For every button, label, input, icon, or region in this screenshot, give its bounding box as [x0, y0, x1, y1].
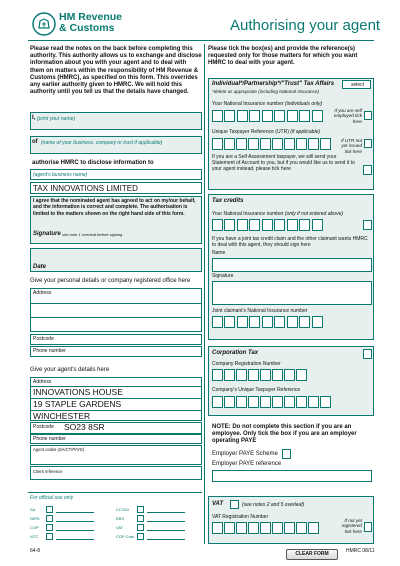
agent-postcode-field[interactable] [30, 422, 202, 434]
official-date-line [147, 521, 185, 522]
official-code: VAT [116, 525, 124, 530]
official-checkbox[interactable] [46, 506, 53, 513]
ct-utr-cell[interactable] [320, 396, 331, 408]
logo-line2: & Customs [59, 22, 115, 34]
ni-cell[interactable] [287, 110, 298, 122]
tc-ni-cell[interactable] [262, 219, 273, 231]
ct-utr-cell[interactable] [308, 396, 319, 408]
ct-crn-cell[interactable] [212, 369, 223, 381]
official-checkbox[interactable] [137, 524, 144, 531]
paye-note: NOTE: Do not complete this section if you are an employee. Only tick the box if you are an employer operating PAYE [212, 424, 357, 444]
agent-address-line-1: INNOVATIONS HOUSE [33, 387, 123, 397]
official-code: COP Cnts [116, 534, 134, 539]
logo-line1: HM Revenue [59, 11, 123, 23]
utr-cell[interactable] [224, 138, 235, 150]
official-date-line [147, 539, 185, 540]
vat-reg-cell[interactable] [236, 522, 247, 534]
ni-cell[interactable] [249, 110, 260, 122]
official-use-grid [30, 506, 202, 542]
ni-number-cells[interactable] [212, 110, 332, 122]
itsa-heading: Individual*/Partnership*/"Trust" Tax Affairs [212, 81, 335, 87]
official-code: SA [30, 507, 36, 512]
tc-ni-cell[interactable] [212, 219, 223, 231]
official-checkbox[interactable] [46, 533, 53, 540]
agent-postcode-label: Postcode [33, 424, 54, 430]
utr-issued-checkbox[interactable] [364, 139, 372, 148]
utr-cell[interactable] [236, 138, 247, 150]
tc-name-label: Name [212, 250, 226, 256]
i-hint: (print your name) [37, 116, 76, 122]
vat-select-checkbox[interactable] [230, 500, 239, 509]
paye-ref-field[interactable] [212, 470, 372, 482]
phone-label: Phone number [33, 348, 66, 354]
agent-address-label: Address [33, 379, 52, 385]
crest-icon [32, 12, 56, 36]
tc-ni-label [212, 211, 343, 217]
column-divider [204, 44, 205, 544]
ct-select-checkbox[interactable] [363, 349, 372, 359]
personal-heading: Give your personal details or company registered office here [30, 278, 191, 284]
ni-label-text: Your National Insurance number [212, 101, 284, 107]
tc-ni-cell[interactable] [287, 219, 298, 231]
utr-label [212, 129, 320, 135]
official-heading: For official use only [30, 495, 74, 501]
ni-cell[interactable] [299, 110, 310, 122]
tc-ni-cell[interactable] [237, 219, 248, 231]
tc-ni-cell[interactable] [312, 219, 323, 231]
footer-code: HMRC 08/11 [346, 548, 375, 554]
vat-not-reg-checkbox[interactable] [364, 522, 372, 532]
ct-utr-cell[interactable] [296, 396, 307, 408]
tc-joint-ni-cell[interactable] [274, 316, 285, 328]
authorise-text: authorise HMRC to disclose information to [32, 160, 154, 166]
tc-joint-ni-cell[interactable] [312, 316, 323, 328]
address-line [30, 303, 202, 304]
utr-cell[interactable] [284, 138, 295, 150]
vat-reg-cell[interactable] [224, 522, 235, 534]
official-checkbox[interactable] [46, 515, 53, 522]
select-label: select [351, 82, 365, 88]
official-checkbox[interactable] [137, 533, 144, 540]
tc-joint-ni-cell[interactable] [249, 316, 260, 328]
tc-ni-cell[interactable] [224, 219, 235, 231]
utr-hint: (if applicable) [290, 129, 321, 135]
tc-ni-label-text: Your National Insurance number [212, 211, 284, 217]
postcode-label: Postcode [33, 336, 54, 342]
paye-scheme-checkbox[interactable] [282, 449, 291, 459]
agent-phone-label: Phone number [33, 436, 66, 442]
itsa-sub: *delete as appropriate (including National Insurance) [212, 89, 319, 94]
i-label: I, [32, 115, 36, 121]
vat-not-reg-note: If not yet registered tick here [341, 518, 362, 534]
paye-scheme-label: Employer PAYE Scheme [212, 451, 278, 457]
ct-utr-cells[interactable] [212, 396, 337, 408]
official-code: NTC [30, 534, 39, 539]
address-field[interactable] [30, 288, 202, 332]
hmrc-logo [32, 12, 56, 36]
utr-cell[interactable] [296, 138, 307, 150]
official-date-line [56, 521, 94, 522]
tc-heading: Tax credits [212, 198, 244, 204]
ni-label [212, 101, 322, 107]
utr-cell[interactable] [212, 138, 223, 150]
official-checkbox[interactable] [137, 515, 144, 522]
ni-cell[interactable] [237, 110, 248, 122]
client-ref-label: Client reference [33, 469, 63, 474]
agent-codes-label: Agent codes (SA/CT/PAYE) [33, 447, 85, 452]
tc-joint-ni-cell[interactable] [224, 316, 235, 328]
ct-utr-cell[interactable] [236, 396, 247, 408]
signature-hint: see note 1 overleaf before signing [62, 232, 123, 237]
sa-agent-checkbox[interactable] [363, 165, 372, 175]
agent-address-line-3: WINCHESTER [33, 411, 91, 421]
ct-crn-cell[interactable] [284, 369, 295, 381]
date-field[interactable] [30, 248, 202, 272]
agent-name-hint: (agent's business name) [33, 172, 88, 178]
official-date-line [147, 512, 185, 513]
ni-cell[interactable] [312, 110, 323, 122]
ct-crn-cell[interactable] [248, 369, 259, 381]
clear-form-button[interactable]: CLEAR FORM [286, 549, 338, 560]
left-intro: Please read the notes on the back before completing this authority. This authority allows us to exchange and disclose information about you with your agent and to deal with them on matters within the responsibility of HM Revenue & Customs (HMRC), as specified on this form. This overrides any earlier authority given to HMRC. We will hold this authority until you tell us that the details have changed. [30, 46, 202, 96]
utr-cell[interactable] [320, 138, 331, 150]
tc-ni-cells[interactable] [212, 219, 332, 231]
utr-issued-note: If UTR not yet issued tick here [341, 138, 362, 154]
official-code: EBS [116, 516, 125, 521]
date-label: Date [33, 264, 47, 270]
ct-utr-label: Company's Unique Taxpayer Reference [212, 387, 301, 393]
ct-crn-label: Company Registration Number [212, 361, 281, 367]
vat-reg-cells[interactable] [212, 522, 328, 534]
agent-address-line-2: 19 STAPLE GARDENS [33, 399, 122, 409]
ct-crn-cell[interactable] [296, 369, 307, 381]
vat-reg-label: VAT Registration Number [212, 514, 269, 520]
tc-ni-cell[interactable] [299, 219, 310, 231]
sa-note: If you are a Self Assessment taxpayer, we will send your Statement of Account to you, but if you would like us to send it to your agent instead, please tick here [212, 154, 355, 173]
utr-cell[interactable] [248, 138, 259, 150]
address-line [30, 317, 202, 318]
paye-ref-label: Employer PAYE reference [212, 461, 282, 467]
tc-joint-note: If you have a joint tax credit claim and the other claimant wants HMRC to deal with this agent, they should sign here [212, 236, 368, 249]
utr-cell[interactable] [260, 138, 271, 150]
form-code: 64-8 [30, 548, 41, 554]
official-checkbox[interactable] [137, 506, 144, 513]
vat-reg-cell[interactable] [248, 522, 259, 534]
ct-crn-cell[interactable] [236, 369, 247, 381]
ct-crn-cell[interactable] [224, 369, 235, 381]
official-code: NIRS [30, 516, 40, 521]
agent-postcode-value: SO23 8SR [64, 422, 105, 432]
of-hint: (name of your business, company or trust if applicable) [41, 140, 163, 146]
ct-utr-cell[interactable] [284, 396, 295, 408]
ni-cell[interactable] [212, 110, 223, 122]
right-intro: Please tick the box(es) and provide the reference(s) requested only for those matters for which you want HMRC to deal with your agent. [208, 46, 358, 67]
vat-reg-cell[interactable] [260, 522, 271, 534]
tc-joint-ni-cell[interactable] [212, 316, 223, 328]
vat-reg-cell[interactable] [272, 522, 283, 534]
ni-hint: (individuals only) [284, 101, 323, 107]
tc-joint-ni-cell[interactable] [299, 316, 310, 328]
tc-select-checkbox[interactable] [363, 220, 372, 230]
signature-label: Signature [33, 231, 61, 237]
official-rule [28, 492, 202, 493]
utr-cells[interactable] [212, 138, 342, 150]
ni-cell[interactable] [262, 110, 273, 122]
vat-reg-cell[interactable] [284, 522, 295, 534]
vat-heading: VAT [212, 501, 224, 507]
official-date-line [56, 539, 94, 540]
official-code: COP [30, 525, 39, 530]
ni-cell[interactable] [224, 110, 235, 122]
tc-joint-ni-cell[interactable] [237, 316, 248, 328]
tc-ni-hint: (only if not entered above) [284, 211, 344, 217]
official-code: CCTAX [116, 507, 130, 512]
ct-utr-cell[interactable] [272, 396, 283, 408]
vat-hint: (see notes 2 and 5 overleaf) [242, 502, 305, 508]
page-title: Authorising your agent [230, 17, 381, 34]
official-date-line [56, 530, 94, 531]
of-label: of [32, 139, 38, 145]
ct-utr-cell[interactable] [212, 396, 223, 408]
ct-crn-cell[interactable] [272, 369, 283, 381]
ct-utr-cell[interactable] [260, 396, 271, 408]
vat-reg-cell[interactable] [296, 522, 307, 534]
tc-signature-label: Signature [212, 273, 234, 279]
tc-name-field[interactable] [212, 258, 372, 272]
ct-utr-cell[interactable] [224, 396, 235, 408]
self-employed-checkbox[interactable] [364, 111, 372, 120]
agent-name-value: TAX INNOVATIONS LIMITED [33, 184, 138, 193]
tc-ni-cell[interactable] [249, 219, 260, 231]
tc-joint-ni-cells[interactable] [212, 316, 332, 328]
vat-reg-cell[interactable] [308, 522, 319, 534]
tc-joint-ni-cell[interactable] [262, 316, 273, 328]
tc-signature-field[interactable] [212, 281, 372, 305]
ct-utr-cell[interactable] [248, 396, 259, 408]
official-checkbox[interactable] [46, 524, 53, 531]
address-label: Address [33, 290, 52, 296]
ct-crn-cells[interactable] [212, 369, 312, 381]
postcode-field[interactable] [30, 334, 202, 345]
utr-label-text: Unique Taxpayer Reference (UTR) [212, 129, 289, 135]
tc-joint-ni-label: Joint claimant's National Insurance number [212, 308, 308, 314]
itsa-select-checkbox[interactable] [342, 80, 371, 89]
tc-ni-cell[interactable] [274, 219, 285, 231]
agree-text: I agree that the nominated agent has agreed to act on my/our behalf, and the information is correct and complete. The authorisation is limited to the matters shown on the right hand side of this form. [33, 198, 196, 217]
official-date-line [147, 530, 185, 531]
vat-reg-cell[interactable] [212, 522, 223, 534]
ct-heading: Corporation Tax [212, 350, 259, 356]
utr-cell[interactable] [272, 138, 283, 150]
self-employed-note: If you are self employed tick here [333, 108, 362, 124]
agent-heading: Give your agent's details here [30, 367, 110, 373]
ni-cell[interactable] [274, 110, 285, 122]
tc-joint-ni-cell[interactable] [287, 316, 298, 328]
header-rule [28, 40, 374, 41]
official-date-line [56, 512, 94, 513]
ct-crn-cell[interactable] [260, 369, 271, 381]
utr-cell[interactable] [308, 138, 319, 150]
